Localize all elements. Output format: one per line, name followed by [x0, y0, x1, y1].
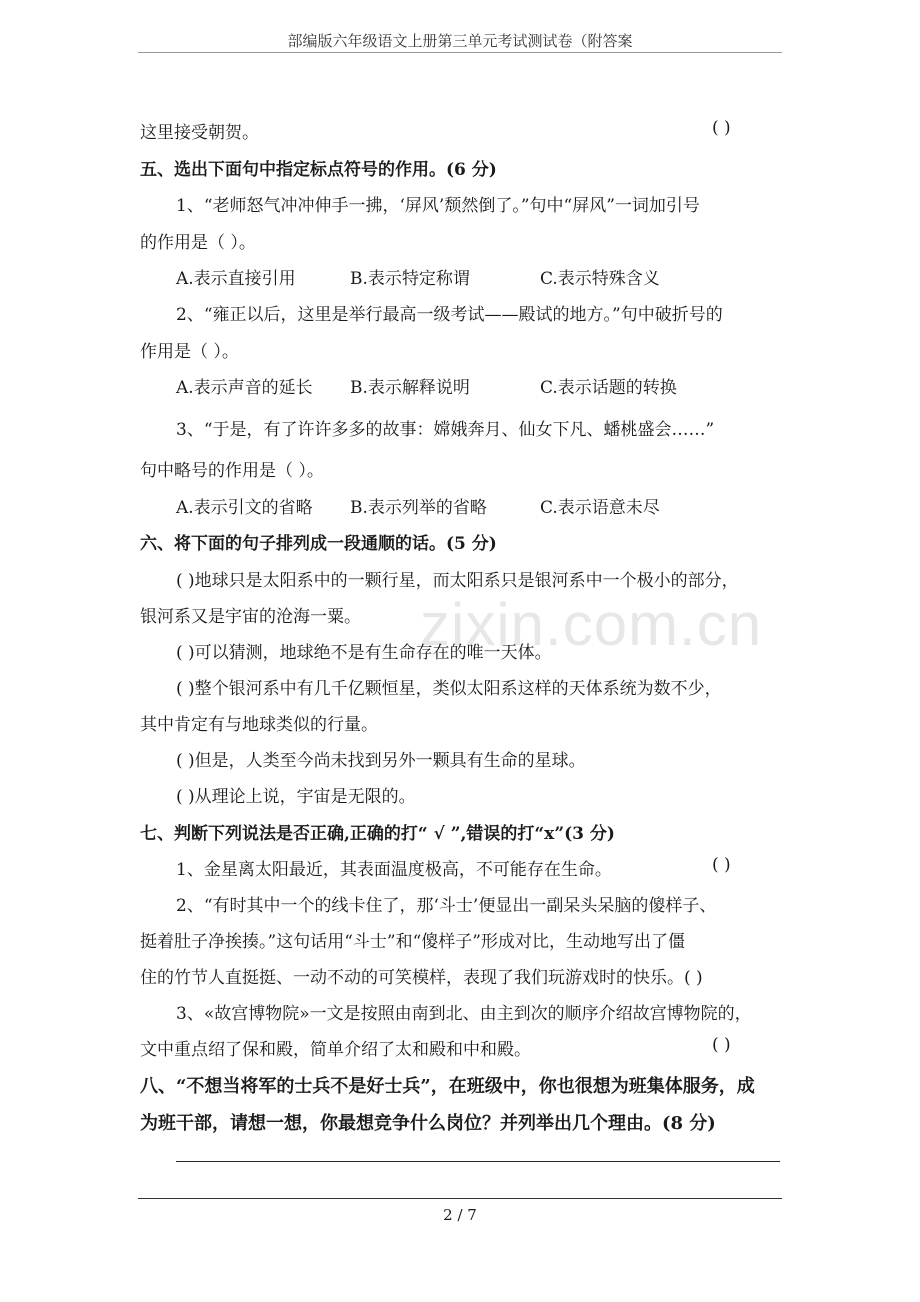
judge-item-cont: 住的竹节人直挺挺、一动不动的可笑模样，表现了我们玩游戏时的快乐。( ): [140, 968, 703, 988]
option-a: A.表示声音的延长: [176, 378, 313, 398]
text-line: 这里接受朝贺。: [140, 123, 259, 143]
question-text: 3、“于是，有了许许多多的故事：嫦娥奔月、仙女下凡、蟠桃盛会……”: [176, 420, 715, 440]
answer-paren: ( ): [712, 118, 731, 138]
judge-item-cont: 文中重点绍了保和殿，简单介绍了太和殿和中和殿。: [140, 1040, 531, 1060]
section-8-title: 八、“不想当将军的士兵不是好士兵”，在班级中，你也很想为班集体服务，成: [140, 1076, 755, 1097]
watermark: zixin.com.cn: [420, 591, 763, 658]
question-text: 1、“老师怒气冲冲伸手一拂，‘屏风’颓然倒了。”句中“屏风”一词加引号: [176, 196, 700, 216]
section-7-title: 七、判断下列说法是否正确,正确的打“ √ ”,错误的打“x”(3 分): [140, 824, 615, 844]
option-b: B.表示列举的省略: [350, 498, 487, 518]
question-text: 句中略号的作用是（ ）。: [140, 461, 324, 481]
option-c: C.表示语意未尽: [540, 498, 660, 518]
page-number: 2 / 7: [443, 1206, 477, 1224]
question-text: 作用是（ ）。: [140, 342, 239, 362]
ordering-item: ( )可以猜测，地球绝不是有生命存在的唯一天体。: [176, 643, 552, 663]
question-text: 的作用是（ ）。: [140, 233, 256, 253]
ordering-item: ( )地球只是太阳系中的一颗行星，而太阳系只是银河系中一个极小的部分，: [176, 571, 739, 591]
option-c: C.表示特殊含义: [540, 269, 660, 289]
option-b: B.表示解释说明: [350, 378, 470, 398]
answer-paren: ( ): [712, 1035, 731, 1055]
ordering-item-cont: 其中肯定有与地球类似的行量。: [140, 715, 378, 735]
header-rule: [138, 52, 782, 53]
option-c: C.表示话题的转换: [540, 378, 677, 398]
footer-rule: [138, 1198, 782, 1199]
judge-item: 3、«故宫博物院»一文是按照由南到北、由主到次的顺序介绍故宫博物院的，: [176, 1004, 752, 1024]
option-b: B.表示特定称谓: [350, 269, 470, 289]
section-6-title: 六、将下面的句子排列成一段通顺的话。(5 分): [140, 534, 497, 554]
question-text: 2、“雍正以后，这里是举行最高一级考试——殿试的地方。”句中破折号的: [176, 305, 723, 325]
answer-line[interactable]: [176, 1161, 780, 1162]
ordering-item: ( )从理论上说，宇宙是无限的。: [176, 787, 416, 807]
answer-paren: ( ): [712, 855, 731, 875]
judge-item-cont: 挺着肚子净挨揍。”这句话用“斗士”和“傻样子”形成对比，生动地写出了僵: [140, 932, 685, 952]
ordering-item: ( )整个银河系中有几千亿颗恒星，类似太阳系这样的天体系统为数不少，: [176, 679, 722, 699]
judge-item: 1、金星离太阳最近，其表面温度极高，不可能存在生命。: [176, 860, 612, 880]
option-a: A.表示引文的省略: [176, 498, 313, 518]
option-a: A.表示直接引用: [176, 269, 296, 289]
section-5-title: 五、选出下面句中指定标点符号的作用。(6 分): [140, 160, 497, 180]
ordering-item: ( )但是，人类至今尚未找到另外一颗具有生命的星球。: [176, 751, 586, 771]
ordering-item-cont: 银河系又是宇宙的沧海一粟。: [140, 607, 361, 627]
judge-item: 2、“有时其中一个的线卡住了，那‘斗士’便显出一副呆头呆脑的傻样子、: [176, 896, 717, 916]
document-header: 部编版六年级语文上册第三单元考试测试卷（附答案: [287, 32, 633, 50]
section-8-title-cont: 为班干部，请想一想，你最想竞争什么岗位？并列举出几个理由。(8 分): [140, 1113, 716, 1134]
